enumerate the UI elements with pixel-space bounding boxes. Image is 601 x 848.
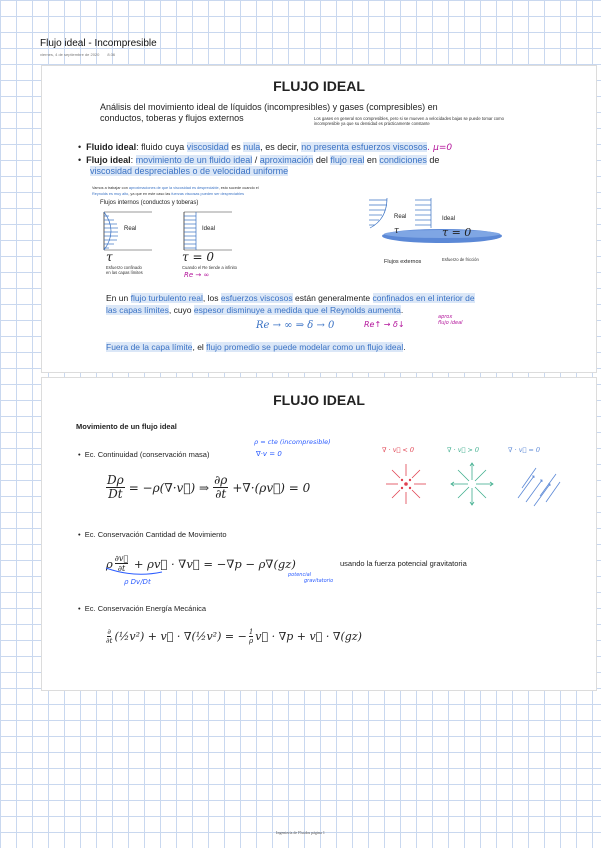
hand-aprox-1: aprox <box>438 314 453 320</box>
bullet1-hl-viscosidad: viscosidad <box>186 142 229 152</box>
momentum-label: Ec. Conservación Cantidad de Movimiento <box>84 530 227 539</box>
external-flow-diagram <box>347 194 507 254</box>
bullet-flujo-ideal <box>78 155 588 177</box>
work-note-1b: aproximaciones de que la viscosidad es despreciable <box>128 186 219 190</box>
bullet-dot: • <box>78 142 87 152</box>
note-header <box>40 38 157 57</box>
slide-flujo-ideal-2 <box>42 378 596 690</box>
momentum-rho: ρ <box>106 556 113 571</box>
frac-partial-rho: ∂ρ ∂t <box>214 473 228 501</box>
continuity-bullet: • <box>78 450 85 459</box>
formula-limit: Re → ∞ ⇒ δ → 0 <box>256 320 335 331</box>
turb-a: En un <box>106 293 131 303</box>
caption-left-1: Esfuerzo confinado <box>106 265 142 270</box>
frac-one-rho: $\frac{1}{\rho}$ <box>248 628 254 645</box>
energy-part2: v⃗ · ∇p + v⃗ · ∇(gz) <box>255 630 362 643</box>
hand-potential <box>288 572 333 584</box>
bullet2-text-i: de <box>426 155 440 165</box>
frac-partial-t: ∂ ∂t <box>106 628 113 645</box>
outside-hl-flujo: flujo promedio se puede modelar como un flujo ideal <box>206 342 404 352</box>
internal-flows-label: Flujos internos (conductos y toberas) <box>100 200 199 206</box>
hand-potential-1: potencial <box>288 572 312 578</box>
work-note-2a: Reynolds es muy alto <box>92 192 129 196</box>
bullet2-line2: viscosidad despreciables o de velocidad uniforme <box>90 166 289 176</box>
outside-hl-capa: Fuera de la capa límite <box>106 342 193 352</box>
slide-flujo-ideal-1 <box>42 66 596 372</box>
energy-part1: (½v²) + v⃗ · ∇(½v²) = − <box>114 630 247 643</box>
intro-line2: conductos, toberas y flujos externos <box>100 113 244 123</box>
bullet-dot-2: • <box>78 155 87 165</box>
bullet1-text-a: : fluido cuya <box>136 142 187 152</box>
source-icon <box>451 463 493 505</box>
hand-re-delta: Re↑ → δ↓ <box>364 320 405 329</box>
gravity-note: usando la fuerza potencial gravitatoria <box>340 559 467 568</box>
turb-hl-capas: las capas límites <box>106 305 169 315</box>
continuity-rhs2: +∇·(ρv⃗) = 0 <box>232 480 311 495</box>
turb-c: , los <box>202 293 221 303</box>
tau-label: τ <box>106 250 113 264</box>
divergence-diagrams <box>382 462 572 508</box>
friction-label: Esfuerzo de fricción <box>442 257 479 262</box>
turb-hl-esfuerzos: esfuerzos viscosos <box>220 293 293 303</box>
continuity-equation <box>106 474 310 501</box>
work-note-2b: , ya que en este caso las <box>128 192 172 196</box>
uniform-flow-icon <box>518 468 560 506</box>
hand-div-zero: ∇·v = 0 <box>256 450 282 458</box>
slide2-subtitle: Movimiento de un flujo ideal <box>76 422 177 431</box>
slide2-title: FLUJO IDEAL <box>273 392 365 408</box>
turbulent-line2 <box>106 304 586 316</box>
bullet1-hl-nula: nula <box>243 142 261 152</box>
bullet2-label: Flujo ideal <box>86 155 131 165</box>
energy-bullet: • <box>78 604 85 613</box>
caption-hand-re: Re → ∞ <box>184 271 210 279</box>
energy-label-row <box>78 604 206 613</box>
note-date <box>40 52 157 57</box>
turbulent-line1 <box>106 292 586 304</box>
bullet2-text-e: del <box>313 155 331 165</box>
internal-ideal-label: Ideal <box>202 226 216 232</box>
bullet2-text-g: en <box>364 155 380 165</box>
outside-d: . <box>403 342 406 352</box>
bullet2-text-a: : <box>130 155 136 165</box>
hand-underbrace <box>104 566 214 578</box>
tau-zero-label: τ = 0 <box>182 250 214 264</box>
bullet2-hl-movimiento: movimiento de un fluido ideal <box>135 155 253 165</box>
work-note-1a: Vamos a trabajar con <box>92 186 129 190</box>
hand-aprox-2: flujo ideal <box>438 320 463 326</box>
bullet1-label: Fluido ideal <box>86 142 137 152</box>
turb-e: están generalmente <box>292 293 373 303</box>
energy-label: Ec. Conservación Energía Mecánica <box>84 604 207 613</box>
definition-bullets <box>78 142 588 177</box>
continuity-label: Ec. Continuidad (conservación masa) <box>84 450 210 459</box>
note-time: 8:36 <box>107 52 116 57</box>
div-neg-label: ∇ · v⃗ < 0 <box>382 446 415 454</box>
momentum-rest: + ρv⃗ · ∇v⃗ = −∇p − ρ∇(gz) <box>130 556 296 571</box>
bullet-fluido-ideal <box>78 142 588 154</box>
continuity-label-row <box>78 450 209 459</box>
external-tau-zero: τ = 0 <box>442 226 472 239</box>
energy-equation <box>106 628 362 645</box>
external-real-label: Real <box>394 214 407 220</box>
momentum-bullet: • <box>78 530 85 539</box>
caption-left <box>106 265 143 275</box>
turb-hl-confinados: confinados en el interior de <box>372 293 475 303</box>
outside-b: , el <box>192 342 207 352</box>
turb-hl-espesor: espesor disminuye a medida que el Reynolds aumenta <box>193 305 401 315</box>
turbulent-paragraph <box>106 292 586 316</box>
hand-rho-dv: ρ Dv/Dt <box>124 578 151 586</box>
hand-rho-cte: ρ = cte (incompresible) <box>254 438 331 446</box>
bullet1-text-e: , es decir, <box>260 142 302 152</box>
internal-real-label: Real <box>124 226 137 232</box>
sink-icon <box>386 464 426 504</box>
hand-aprox <box>438 314 463 326</box>
caption-right: Cuando el Re tiende a infinito <box>182 265 237 270</box>
bullet2-hl-flujo-real: flujo real <box>330 155 365 165</box>
frac-dv-dt: ∂v⃗ ∂t <box>114 554 129 573</box>
side-note-line2: incompresible ya que su densidad es prácticamente constante <box>314 121 430 126</box>
turb-2d: . <box>400 305 404 315</box>
slide1-title: FLUJO IDEAL <box>273 78 365 94</box>
page-footer: Ingeniería de Fluidos página 1 <box>276 830 325 835</box>
note-title[interactable]: Flujo ideal - Incompresible <box>40 38 157 49</box>
caption-left-2: en las capas límites <box>106 270 143 275</box>
div-zero-label: ∇ · v⃗ = 0 <box>508 446 541 454</box>
note-date-text: viernes, 4 de septiembre de 2020 <box>40 52 100 57</box>
bullet1-text-c: es <box>228 142 244 152</box>
outside-paragraph <box>106 342 406 352</box>
external-ideal-label: Ideal <box>442 216 456 222</box>
turb-2b: , cuyo <box>168 305 194 315</box>
side-note <box>314 116 596 126</box>
bullet2-hl-aproximacion: aproximación <box>259 155 314 165</box>
bullet2-text-c: / <box>252 155 260 165</box>
work-note-2c: fuerzas viscosas pueden ser despreciables <box>171 192 244 196</box>
continuity-rhs: = −ρ(∇·v⃗) ⇒ <box>128 480 210 495</box>
side-note-line1: Los gases en general son compresibles, pero si se mueven a velocidades bajas se puede tomar como <box>314 116 504 121</box>
frac-drho-dt: $\frac{D\rho}{Dt}$ <box>107 473 124 501</box>
intro-line1: Análisis del movimiento ideal de líquidos (incompresibles) y gases (compresibles) en <box>100 102 438 112</box>
bullet1-hand-mu: . μ=0 <box>427 143 453 153</box>
bullet1-hl-esfuerzos: no presenta esfuerzos viscosos <box>301 142 428 152</box>
hand-potential-2: gravitatorio <box>304 578 334 584</box>
div-pos-label: ∇ · v⃗ > 0 <box>447 446 480 454</box>
work-note-1c: , esto sucede cuando el <box>218 186 259 190</box>
momentum-label-row <box>78 530 227 539</box>
bullet2-hl-condiciones: condiciones <box>379 155 427 165</box>
external-tau: τ <box>394 226 399 236</box>
turb-hl-flujo: flujo turbulento real <box>130 293 203 303</box>
external-flows-label: Flujos externos <box>384 259 422 265</box>
